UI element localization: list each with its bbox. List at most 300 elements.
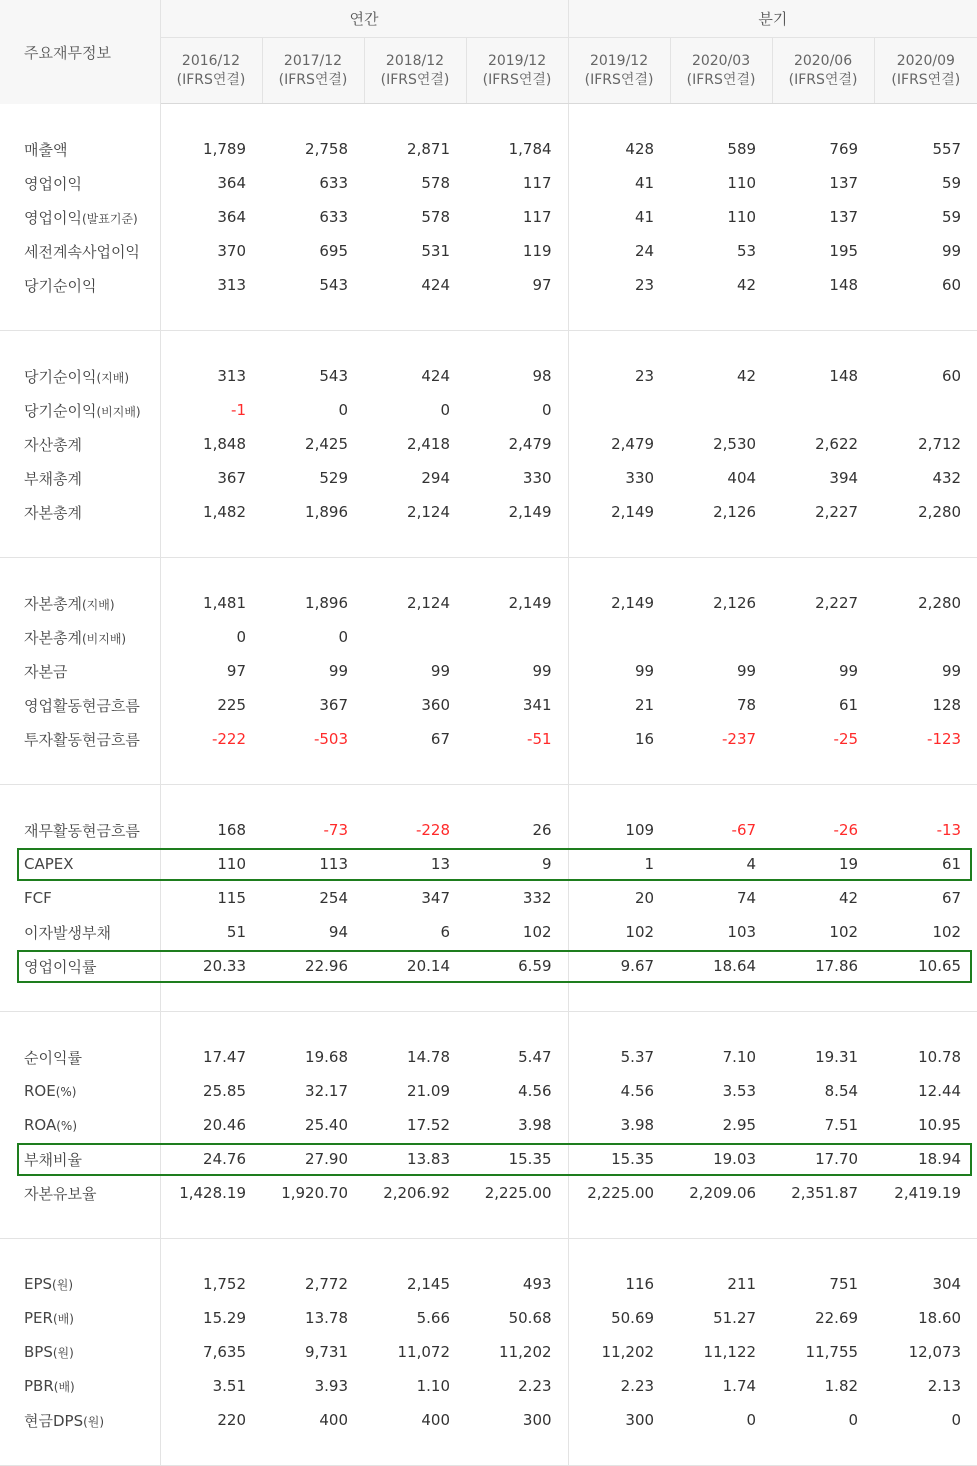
group-spacer: [0, 1210, 977, 1239]
table-cell: 2,419.19: [894, 1184, 962, 1202]
table-cell: 400: [421, 1411, 450, 1429]
table-cell: 41: [634, 174, 655, 192]
table-cell: 1,428.19: [179, 1184, 246, 1202]
table-cell: 0: [951, 1411, 962, 1429]
table-cell: 97: [226, 662, 246, 680]
row-label-text: 자산총계: [24, 435, 82, 454]
table-cell: 1.10: [416, 1377, 450, 1395]
table-cell: 1,848: [203, 435, 246, 453]
table-cell: 2,622: [815, 435, 859, 453]
table-cell: 102: [466, 915, 568, 949]
table-cell: 11,122: [703, 1343, 757, 1361]
table-cell: 404: [727, 469, 757, 487]
row-label-text: 자본총계: [24, 628, 82, 647]
table-header: [0, 0, 977, 104]
row-label-unit: (배): [52, 1312, 74, 1326]
table-cell: 1,481: [203, 594, 246, 612]
table-cell: 24: [634, 242, 655, 260]
period-date: 2020/03: [691, 52, 751, 69]
row-label-text: 부채총계: [24, 469, 82, 488]
table-cell: 168: [217, 821, 246, 839]
table-cell: 99: [328, 662, 348, 680]
table-cell: 99: [838, 662, 859, 680]
period-date: 2017/12: [283, 52, 343, 69]
row-label-text: FCF: [24, 889, 52, 907]
table-cell: 21.09: [407, 1082, 450, 1100]
row-label: [0, 847, 160, 881]
row-label-text: PBR: [24, 1377, 54, 1395]
table-cell: 42: [838, 889, 859, 907]
table-cell: 59: [942, 174, 962, 192]
table-cell: 195: [829, 242, 859, 260]
row-label-text: PER: [24, 1309, 53, 1327]
row-label-text: 영업이익: [24, 174, 82, 193]
table-row: [0, 1108, 977, 1142]
table-cell: [772, 620, 874, 654]
table-row: [0, 234, 977, 268]
table-cell: 67: [430, 730, 450, 748]
table-row: [0, 268, 977, 302]
table-cell: 7,635: [203, 1343, 246, 1361]
table-cell: 2.23: [620, 1377, 655, 1395]
period-header: [670, 38, 772, 104]
table-cell: 19.03: [713, 1150, 757, 1168]
table-row: [0, 359, 977, 393]
period-basis: (IFRS연결): [686, 71, 756, 88]
row-label-unit: (배): [53, 1380, 75, 1394]
table-cell: 117: [466, 166, 568, 200]
group-spacer: [0, 1239, 977, 1268]
row-label-text: CAPEX: [24, 855, 74, 873]
table-cell: 6.59: [466, 949, 568, 983]
table-cell: 2,225.00: [466, 1176, 568, 1210]
group-spacer: [0, 558, 977, 587]
table-cell: 424: [421, 367, 450, 385]
table-cell: -237: [722, 730, 757, 748]
table-cell: 3.93: [314, 1377, 348, 1395]
group-spacer: [0, 104, 977, 133]
table-cell: 300: [625, 1411, 655, 1429]
table-cell: 2,530: [713, 435, 757, 453]
row-label-text: 당기순이익: [24, 367, 97, 386]
table-cell: 98: [466, 359, 568, 393]
table-cell: 4: [746, 855, 757, 873]
table-cell: 400: [319, 1411, 348, 1429]
table-cell: 60: [942, 367, 962, 385]
table-cell: 2,206.92: [383, 1184, 450, 1202]
table-cell: 432: [932, 469, 962, 487]
table-cell: 17.70: [815, 1150, 859, 1168]
period-date: 2019/12: [589, 52, 649, 69]
table-cell: 2,712: [918, 435, 962, 453]
table-cell: 27.90: [305, 1150, 348, 1168]
table-cell: 2,124: [407, 503, 450, 521]
table-cell: 0: [338, 628, 348, 646]
table-cell: 1,920.70: [281, 1184, 348, 1202]
table-cell: 2,280: [918, 503, 962, 521]
table-cell: 493: [466, 1267, 568, 1301]
row-label: [0, 688, 160, 722]
table-row: [0, 1176, 977, 1210]
row-label-text: 자본총계: [24, 503, 82, 522]
table-cell: -25: [833, 730, 859, 748]
table-cell: 15.29: [203, 1309, 246, 1327]
table-cell: 51.27: [713, 1309, 757, 1327]
table-cell: 53: [736, 242, 757, 260]
period-basis: (IFRS연결): [584, 71, 654, 88]
table-cell: 364: [217, 174, 246, 192]
row-label: [0, 200, 160, 234]
table-cell: 11,202: [601, 1343, 655, 1361]
table-row: [0, 620, 977, 654]
table-cell: 41: [634, 208, 655, 226]
row-label: [0, 166, 160, 200]
table-cell: 102: [625, 923, 655, 941]
table-row: [0, 949, 977, 983]
table-cell: 99: [466, 654, 568, 688]
row-label: [0, 654, 160, 688]
row-label: [0, 1267, 160, 1301]
row-label: [0, 881, 160, 915]
table-cell: 4.56: [466, 1074, 568, 1108]
table-cell: 367: [319, 696, 348, 714]
period-date: 2018/12: [385, 52, 445, 69]
table-cell: 5.47: [466, 1040, 568, 1074]
row-label: [0, 722, 160, 756]
table-cell: 10.65: [918, 957, 962, 975]
table-cell: 22.96: [305, 957, 348, 975]
table-cell: 8.54: [824, 1082, 859, 1100]
table-cell: 9: [466, 847, 568, 881]
table-cell: 751: [829, 1275, 859, 1293]
table-cell: 254: [319, 889, 348, 907]
table-body: [0, 104, 977, 1466]
table-cell: 99: [942, 242, 962, 260]
row-label-text: ROE: [24, 1082, 56, 1100]
table-cell: 0: [338, 401, 348, 419]
table-cell: 3.98: [466, 1108, 568, 1142]
table-cell: [874, 393, 977, 427]
table-row: [0, 586, 977, 620]
table-cell: 109: [625, 821, 655, 839]
period-header: [874, 38, 977, 104]
table-cell: 67: [942, 889, 962, 907]
row-label: [0, 586, 160, 620]
table-cell: 23: [634, 276, 655, 294]
table-cell: 10.78: [918, 1048, 962, 1066]
table-cell: 25.40: [305, 1116, 348, 1134]
table-cell: 211: [727, 1275, 757, 1293]
table-cell: 103: [727, 923, 757, 941]
table-cell: [364, 620, 466, 654]
row-label-text: BPS: [24, 1343, 53, 1361]
group-spacer: [0, 1437, 977, 1466]
table-cell: [670, 393, 772, 427]
table-cell: 2,225.00: [587, 1184, 655, 1202]
period-basis: (IFRS연결): [891, 71, 961, 88]
table-cell: 13: [430, 855, 450, 873]
table-cell: 15.35: [611, 1150, 655, 1168]
table-cell: 110: [217, 855, 246, 873]
table-cell: 7.10: [722, 1048, 757, 1066]
table-cell: -228: [415, 821, 450, 839]
row-label: [0, 1176, 160, 1210]
table-cell: -222: [211, 730, 246, 748]
table-cell: 5.37: [620, 1048, 655, 1066]
period-date: 2019/12: [487, 52, 547, 69]
row-label: [0, 495, 160, 529]
table-cell: 2.13: [927, 1377, 962, 1395]
table-cell: 18.64: [713, 957, 757, 975]
row-label: [0, 1301, 160, 1335]
table-cell: 99: [634, 662, 655, 680]
table-cell: 50.68: [466, 1301, 568, 1335]
table-cell: 137: [829, 174, 859, 192]
row-label-text: 자본금: [24, 662, 68, 681]
table-cell: 529: [319, 469, 348, 487]
row-label: [0, 620, 160, 654]
quarter-group-header: 분기: [568, 0, 977, 38]
row-label: [0, 1403, 160, 1437]
table-cell: 347: [421, 889, 450, 907]
table-cell: [772, 393, 874, 427]
label-column-header: 주요재무정보: [0, 0, 160, 104]
table-row: [0, 1142, 977, 1176]
table-cell: 20.14: [407, 957, 450, 975]
table-row: [0, 1267, 977, 1301]
table-cell: 13.78: [305, 1309, 348, 1327]
table-cell: 2,126: [713, 503, 757, 521]
table-cell: 11,072: [397, 1343, 450, 1361]
table-cell: 6: [440, 923, 450, 941]
period-date: 2016/12: [181, 52, 241, 69]
table-cell: 137: [829, 208, 859, 226]
row-label-text: 투자활동현금흐름: [24, 730, 140, 749]
table-cell: 2,479: [466, 427, 568, 461]
table-cell: 531: [421, 242, 450, 260]
table-cell: 633: [319, 174, 348, 192]
row-label-unit: (지배): [96, 370, 130, 385]
table-cell: 367: [217, 469, 246, 487]
row-label-text: 자본유보율: [24, 1184, 97, 1203]
row-label-text: 당기순이익: [24, 401, 97, 420]
period-header: [364, 38, 466, 104]
table-cell: 19.31: [815, 1048, 859, 1066]
table-cell: 97: [466, 268, 568, 302]
row-label-text: 부채비율: [24, 1150, 82, 1169]
table-cell: [466, 620, 568, 654]
table-cell: 578: [421, 208, 450, 226]
table-cell: 102: [829, 923, 859, 941]
table-cell: 61: [838, 696, 859, 714]
table-cell: 21: [634, 696, 655, 714]
table-cell: 16: [634, 730, 655, 748]
table-cell: 20.33: [203, 957, 246, 975]
table-cell: -73: [323, 821, 348, 839]
table-cell: 50.69: [611, 1309, 655, 1327]
table-cell: 0: [440, 401, 450, 419]
table-cell: 578: [421, 174, 450, 192]
row-label: [0, 461, 160, 495]
table-cell: 14.78: [407, 1048, 450, 1066]
group-spacer: [0, 302, 977, 331]
table-cell: 26: [466, 813, 568, 847]
table-cell: 61: [942, 855, 962, 873]
row-label-text: 이자발생부채: [24, 923, 111, 942]
table-cell: 2,280: [918, 594, 962, 612]
table-cell: 2,758: [305, 140, 348, 158]
row-label: [0, 393, 160, 427]
row-label-unit: (비지배): [96, 404, 141, 419]
table-cell: 42: [736, 367, 757, 385]
table-cell: 543: [319, 367, 348, 385]
table-row: [0, 881, 977, 915]
table-cell: 220: [217, 1411, 246, 1429]
table-cell: 17.86: [815, 957, 859, 975]
table-cell: 300: [466, 1403, 568, 1437]
table-cell: 113: [319, 855, 348, 873]
table-cell: 543: [319, 276, 348, 294]
group-spacer: [0, 785, 977, 814]
row-label: [0, 359, 160, 393]
table-row: [0, 915, 977, 949]
table-cell: 17.52: [407, 1116, 450, 1134]
row-label-text: 매출액: [24, 140, 68, 159]
table-cell: 364: [217, 208, 246, 226]
table-cell: 360: [421, 696, 450, 714]
table-cell: [670, 620, 772, 654]
table-cell: 119: [466, 234, 568, 268]
row-label: [0, 268, 160, 302]
table-row: [0, 1301, 977, 1335]
table-cell: 11,202: [466, 1335, 568, 1369]
table-cell: 94: [328, 923, 348, 941]
table-cell: 23: [634, 367, 655, 385]
table-cell: 1,896: [305, 503, 348, 521]
table-row: [0, 132, 977, 166]
table-cell: 74: [736, 889, 757, 907]
table-cell: 22.69: [815, 1309, 859, 1327]
table-cell: -67: [731, 821, 757, 839]
table-cell: 1: [644, 855, 655, 873]
row-label: [0, 1142, 160, 1176]
table-cell: 0: [236, 628, 246, 646]
table-cell: 42: [736, 276, 757, 294]
table-cell: 2.95: [722, 1116, 757, 1134]
table-cell: 99: [736, 662, 757, 680]
table-cell: 148: [829, 367, 859, 385]
table-cell: 2.23: [466, 1369, 568, 1403]
table-cell: 128: [932, 696, 962, 714]
table-cell: 2,772: [305, 1275, 348, 1293]
table-cell: 9,731: [305, 1343, 348, 1361]
table-cell: 51: [226, 923, 246, 941]
table-cell: 3.53: [722, 1082, 757, 1100]
row-label: [0, 1040, 160, 1074]
table-cell: 99: [942, 662, 962, 680]
table-cell: 115: [217, 889, 246, 907]
table-cell: 60: [942, 276, 962, 294]
table-cell: 313: [217, 367, 246, 385]
row-label-unit: (비지배): [81, 631, 127, 646]
row-label: [0, 1369, 160, 1403]
table-cell: 1,896: [305, 594, 348, 612]
row-label: [0, 1108, 160, 1142]
table-row: [0, 166, 977, 200]
period-header: [466, 38, 568, 104]
period-header: [262, 38, 364, 104]
table-row: [0, 393, 977, 427]
table-row: [0, 1403, 977, 1437]
group-spacer: [0, 331, 977, 360]
table-cell: [874, 620, 977, 654]
table-cell: 12,073: [908, 1343, 962, 1361]
table-cell: 9.67: [620, 957, 655, 975]
table-cell: 10.95: [918, 1116, 962, 1134]
group-spacer: [0, 756, 977, 785]
table-cell: 341: [466, 688, 568, 722]
table-cell: 18.60: [918, 1309, 962, 1327]
table-cell: -1: [231, 401, 246, 419]
row-label-unit: (발표기준): [81, 211, 138, 226]
group-spacer: [0, 1012, 977, 1041]
table-row: [0, 1369, 977, 1403]
table-row: [0, 461, 977, 495]
table-row: [0, 427, 977, 461]
row-label-unit: (원): [52, 1278, 74, 1292]
table-cell: 2,126: [713, 594, 757, 612]
table-row: [0, 1040, 977, 1074]
table-cell: 1.82: [824, 1377, 859, 1395]
table-cell: 225: [217, 696, 246, 714]
row-label-text: 영업활동현금흐름: [24, 696, 140, 715]
table-cell: -503: [313, 730, 348, 748]
table-cell: 1.74: [722, 1377, 757, 1395]
table-cell: 19: [838, 855, 859, 873]
row-label-text: 영업이익률: [24, 957, 97, 976]
table-row: [0, 495, 977, 529]
table-cell: 7.51: [824, 1116, 859, 1134]
table-cell: [568, 393, 670, 427]
table-cell: 110: [727, 174, 757, 192]
table-cell: 20.46: [203, 1116, 246, 1134]
table-cell: 332: [466, 881, 568, 915]
table-cell: 148: [829, 276, 859, 294]
row-label: [0, 915, 160, 949]
table-cell: 0: [848, 1411, 859, 1429]
table-cell: 11,755: [805, 1343, 859, 1361]
table-cell: -123: [927, 730, 962, 748]
row-label-text: 세전계속사업이익: [24, 242, 140, 261]
group-spacer: [0, 983, 977, 1012]
row-label-text: 영업이익: [24, 208, 82, 227]
period-basis: (IFRS연결): [176, 71, 246, 88]
period-header: [160, 38, 262, 104]
table-cell: 0: [746, 1411, 757, 1429]
table-cell: 2,124: [407, 594, 450, 612]
table-cell: 59: [942, 208, 962, 226]
table-cell: 769: [829, 140, 859, 158]
row-label: [0, 813, 160, 847]
row-label-unit: (%): [55, 1085, 77, 1099]
row-label-text: 자본총계: [24, 594, 82, 613]
table-row: [0, 813, 977, 847]
table-cell: 110: [727, 208, 757, 226]
row-label: [0, 427, 160, 461]
table-cell: 12.44: [918, 1082, 962, 1100]
period-date: 2020/06: [793, 52, 853, 69]
row-label-unit: (지배): [81, 597, 115, 612]
